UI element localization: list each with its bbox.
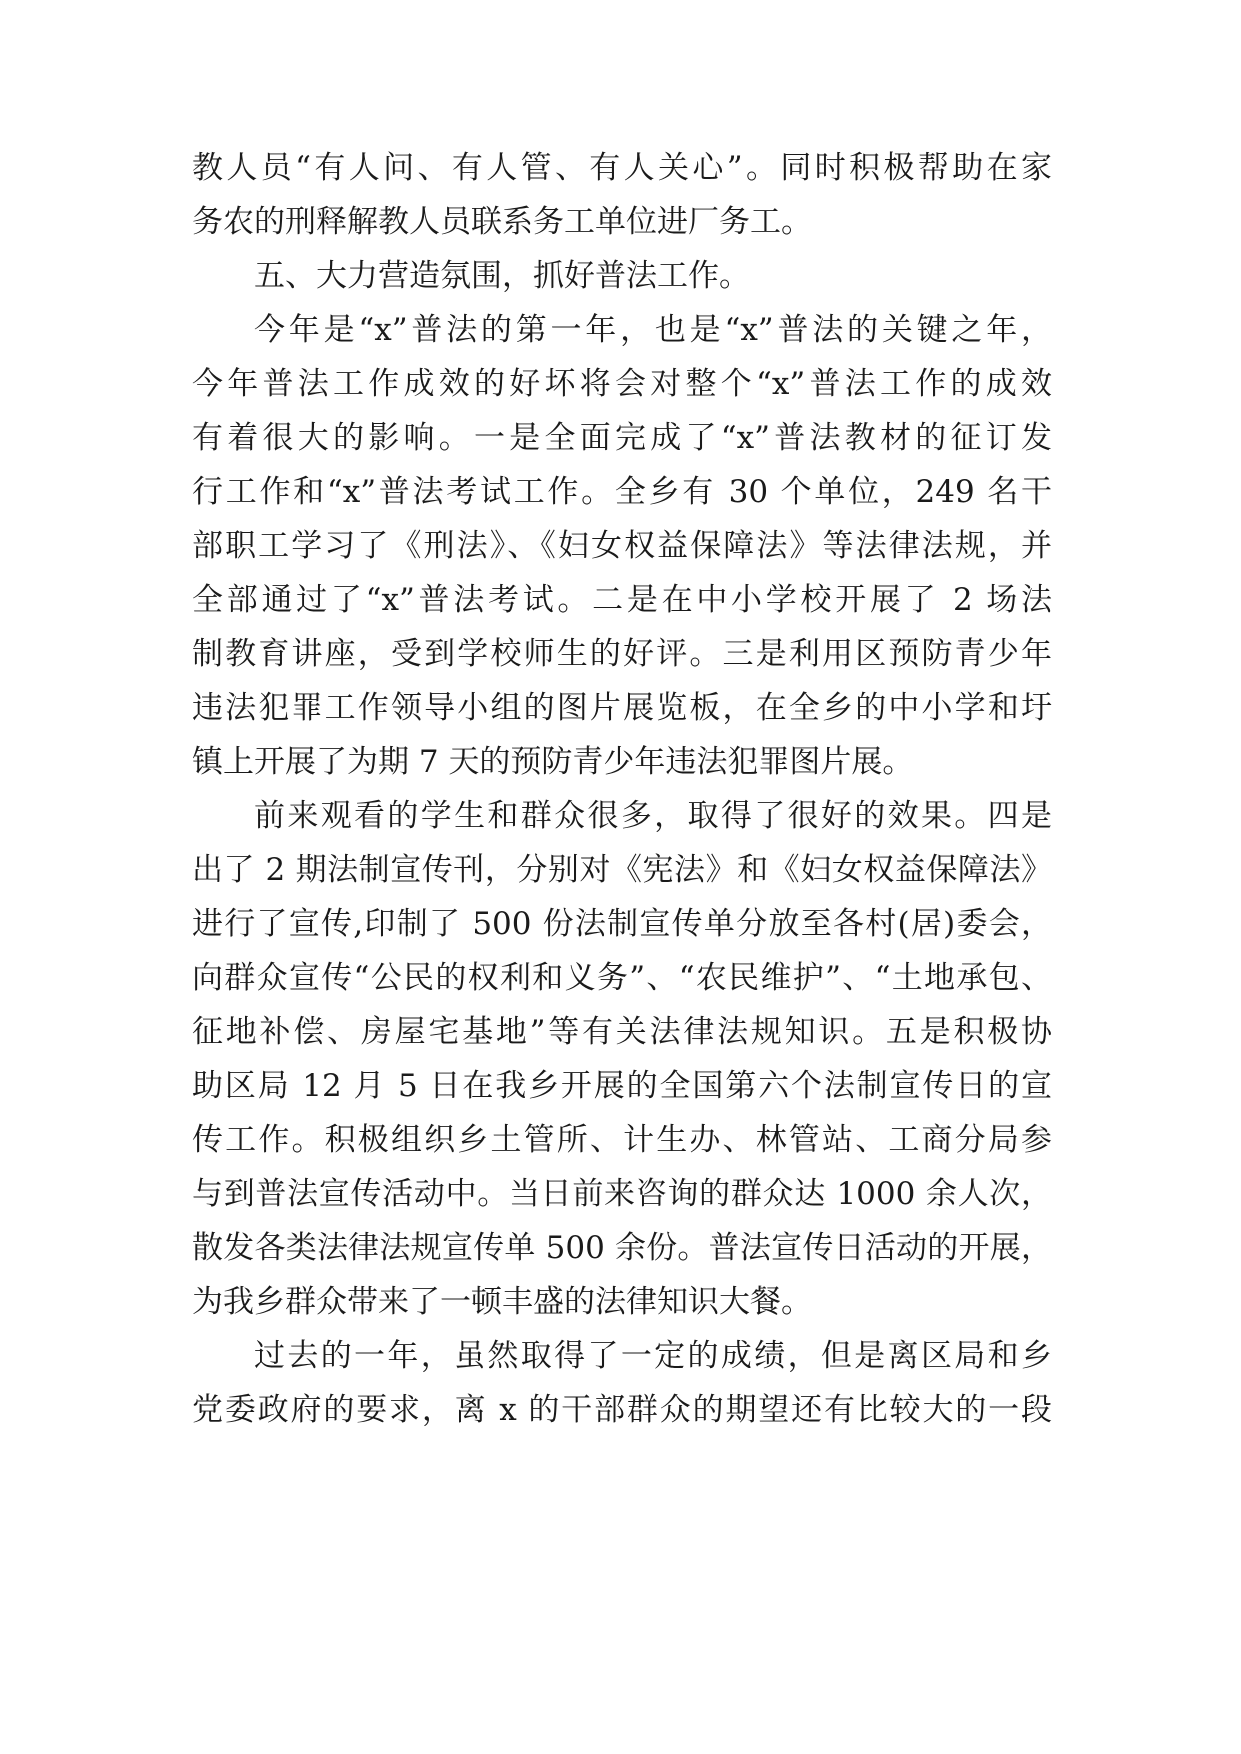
text-line: 征地补偿、房屋宅基地”等有关法律法规知识。五是积极协 <box>192 1014 1052 1050</box>
text-line: 出了 2 期法制宣传刊，分别对《宪法》和《妇女权益保障法》 <box>192 852 1052 888</box>
text-line: 镇上开展了为期 7 天的预防青少年违法犯罪图片展。 <box>192 744 914 780</box>
text-line: 务农的刑释解教人员联系务工单位进厂务工。 <box>192 204 812 240</box>
section-heading: 五、大力营造氛围，抓好普法工作。 <box>254 258 750 294</box>
text-line: 行工作和“x”普法考试工作。全乡有 30 个单位，249 名干 <box>192 474 1052 510</box>
text-line: 党委政府的要求，离 x 的干部群众的期望还有比较大的一段 <box>192 1392 1052 1428</box>
text-line: 向群众宣传“公民的权利和义务”、“农民维护”、“土地承包、 <box>192 960 1052 996</box>
text-line: 传工作。积极组织乡土管所、计生办、林管站、工商分局参 <box>192 1122 1052 1158</box>
text-line: 为我乡群众带来了一顿丰盛的法律知识大餐。 <box>192 1284 812 1320</box>
text-line: 散发各类法律法规宣传单 500 余份。普法宣传日活动的开展， <box>192 1230 1052 1266</box>
text-line: 助区局 12 月 5 日在我乡开展的全国第六个法制宣传日的宣 <box>192 1068 1052 1104</box>
text-line: 违法犯罪工作领导小组的图片展览板，在全乡的中小学和圩 <box>192 690 1052 726</box>
text-line: 今年是“x”普法的第一年，也是“x”普法的关键之年， <box>254 312 1052 348</box>
text-line: 有着很大的影响。一是全面完成了“x”普法教材的征订发 <box>192 420 1052 456</box>
text-line: 今年普法工作成效的好坏将会对整个“x”普法工作的成效 <box>192 366 1052 402</box>
text-line: 与到普法宣传活动中。当日前来咨询的群众达 1000 余人次， <box>192 1176 1052 1212</box>
text-line: 进行了宣传,印制了 500 份法制宣传单分放至各村(居)委会， <box>192 906 1052 942</box>
text-line: 教人员“有人问、有人管、有人关心”。同时积极帮助在家 <box>192 150 1052 186</box>
text-line: 制教育讲座，受到学校师生的好评。三是利用区预防青少年 <box>192 636 1052 672</box>
text-line: 前来观看的学生和群众很多，取得了很好的效果。四是 <box>254 798 1052 834</box>
text-line: 部职工学习了《刑法》、《妇女权益保障法》等法律法规，并 <box>192 528 1052 564</box>
text-line: 全部通过了“x”普法考试。二是在中小学校开展了 2 场法 <box>192 582 1052 618</box>
text-line: 过去的一年，虽然取得了一定的成绩，但是离区局和乡 <box>254 1338 1052 1374</box>
